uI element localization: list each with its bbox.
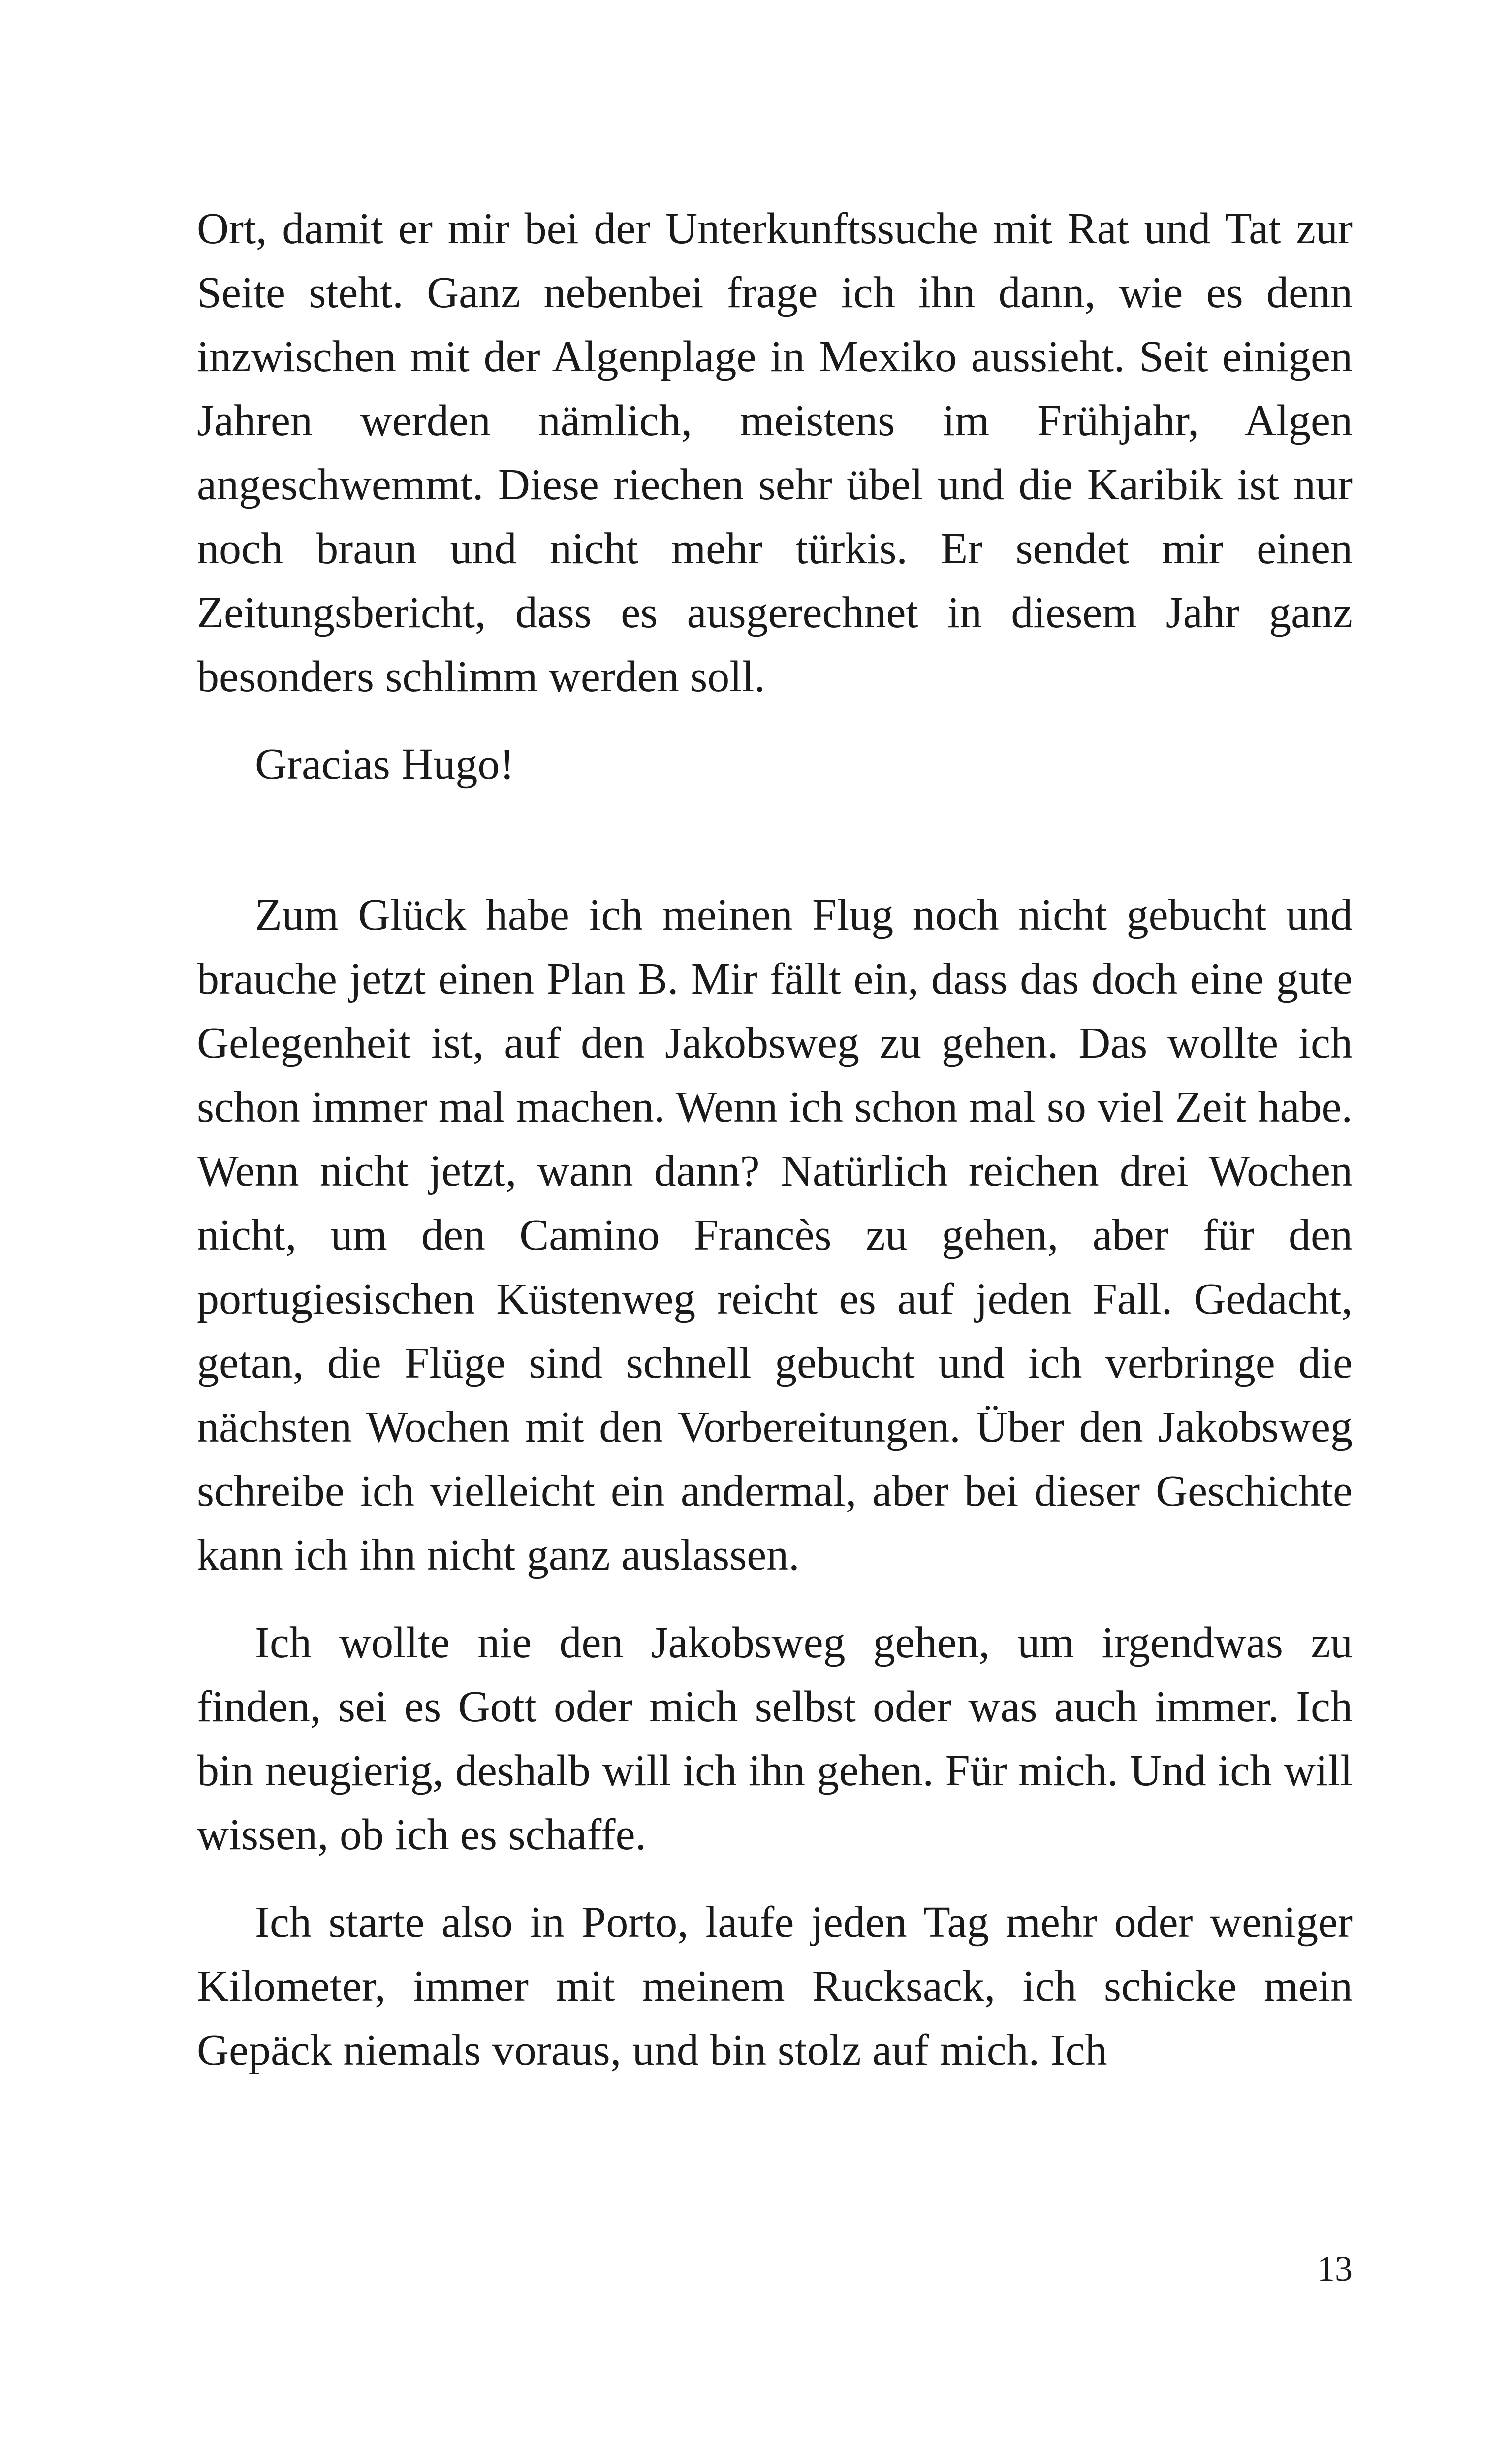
paragraph-gap: [197, 1587, 1353, 1611]
paragraph-gracias: Gracias Hugo!: [255, 740, 515, 789]
paragraph-gap: [197, 709, 1353, 733]
section-break: [197, 797, 1353, 883]
paragraph-4: Ich wollte nie den Jakobsweg gehen, um irgendwas zu finden, sei es Gott oder mich selbst oder was auch immer. Ich bin neugierig, deshalb will ich ihn gehen. Für mich. Und ich will wissen, ob ich es schaffe.: [197, 1618, 1353, 1859]
paragraph-1: Ort, damit er mir bei der Unterkunftssuche mit Rat und Tat zur Seite steht. Ganz nebenbei frage ich ihn dann, wie es denn inzwischen mit der Algenplage in Mexiko aussieht. Seit einigen Jahren werden nämlich, meistens im Frühjahr, Algen angeschwemmt. Diese riechen sehr übel und die Karibik ist nur noch braun und nicht mehr türkis. Er sendet mir einen Zeitungsbericht, dass es ausgerechnet in diesem Jahr ganz besonders schlimm werden soll.: [197, 204, 1353, 701]
paragraph-5: Ich starte also in Porto, laufe jeden Tag mehr oder weniger Kilometer, immer mit meinem Rucksack, ich schicke mein Gepäck niemals voraus, und bin stolz auf mich. Ich: [197, 1898, 1353, 2075]
paragraph-gap: [197, 1867, 1353, 1891]
page-number: 13: [1317, 2249, 1353, 2288]
paragraph-3: Zum Glück habe ich meinen Flug noch nicht gebucht und brauche jetzt einen Plan B. Mir fällt ein, dass das doch eine gute Gelegenheit ist, auf den Jakobsweg zu gehen. Das wollte ich schon immer mal machen. Wenn ich schon mal so viel Zeit habe. Wenn nicht jetzt, wann dann? Natürlich reichen drei Wochen nicht, um den Camino Francès zu gehen, aber für den portugiesischen Küstenweg reicht es auf jeden Fall. Gedacht, getan, die Flüge sind schnell gebucht und ich verbringe die nächsten Wochen mit den Vorbereitungen. Über den Jakobsweg schreibe ich vielleicht ein andermal, aber bei dieser Geschichte kann ich ihn nicht ganz auslassen.: [197, 891, 1353, 1579]
body-text: [197, 197, 1353, 2083]
